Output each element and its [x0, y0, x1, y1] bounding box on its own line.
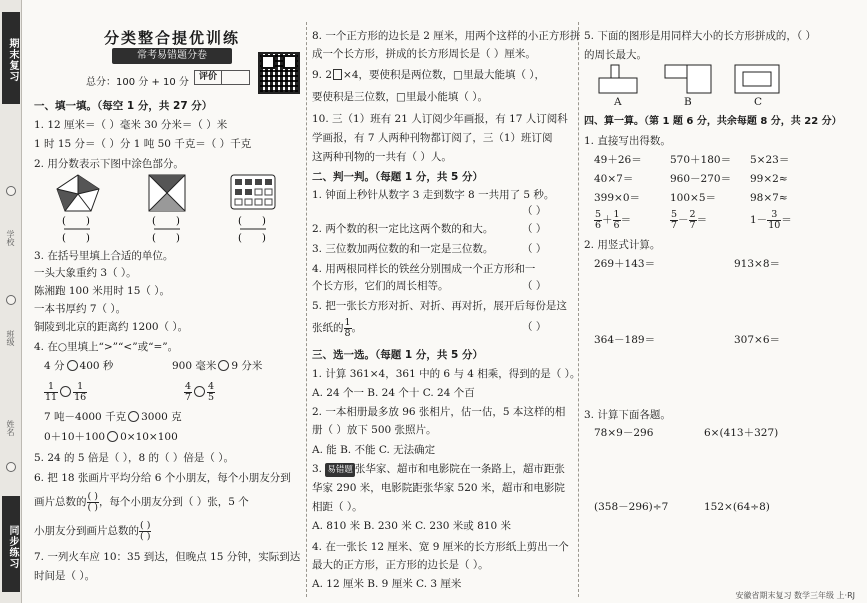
judge-2-answer[interactable]: （ ） — [522, 223, 547, 235]
numerator: 5 — [595, 208, 602, 220]
choice-4-options[interactable]: A. 12 厘米 B. 9 厘米 C. 3 厘米 — [312, 578, 462, 590]
section-4-heading: 四、算一算。（第 1 题 6 分，共余每题 8 分，共 22 分） — [584, 116, 842, 127]
judge-1-answer[interactable]: （ ） — [522, 205, 547, 217]
grid-figure — [230, 174, 276, 210]
fraction — [344, 318, 352, 339]
mixed-calc: 152×(64÷8) — [704, 501, 770, 513]
answer-fraction-blank[interactable] — [152, 214, 182, 244]
fraction — [207, 382, 215, 403]
q4a-right: 400 秒 — [79, 360, 114, 372]
answer-fraction-blank[interactable] — [238, 214, 268, 244]
oral-calc: 5×23＝ — [750, 154, 790, 166]
fraction — [767, 210, 781, 231]
section-2-heading: 二、判一判。（每题 1 分，共 5 分） — [312, 171, 483, 183]
judge-5-a: 5. 把一张长方形对折、对折、再对折，展开后每份是这 — [312, 300, 567, 312]
denominator: 8 — [344, 327, 351, 339]
q4-compare-e — [44, 410, 182, 424]
choice-3-b: 华家 290 米，电影院距张华家 520 米，超市和电影院 — [312, 482, 565, 494]
calc-1-prompt: 1. 直接写出得数。 — [584, 135, 671, 147]
compare-circle[interactable] — [67, 360, 78, 371]
choice-2-b: 册（ ）放下 500 张照片。 — [312, 424, 437, 436]
numerator: 4 — [208, 380, 215, 392]
vertical-calc: 913×8＝ — [734, 258, 781, 270]
q6-text: ，每个小朋友分到（ ）张，5 个 — [98, 496, 249, 508]
fraction-calc-3-text: 1－ — [750, 214, 768, 226]
evaluation-box — [194, 70, 250, 85]
q10-line-b: 学画报，有 7 人两种刊物都订阅了，三（1）班订阅 — [312, 132, 553, 144]
q6-text: 画片总数的 — [34, 496, 87, 508]
punch-hole — [6, 186, 16, 196]
q3-prompt: 3. 在括号里填上合适的单位。 — [34, 250, 174, 262]
svg-text:(: ( — [62, 216, 66, 227]
q5-prompt: 5. 24 的 5 倍是（ ），8 的（ ）倍是（ ）。 — [34, 452, 234, 464]
svg-text:(: ( — [152, 216, 156, 227]
mixed-calc: 78×9－296 — [594, 427, 654, 439]
fraction — [689, 210, 697, 231]
judge-4-answer[interactable]: （ ） — [522, 280, 547, 292]
oral-calc: 40×7＝ — [594, 173, 634, 185]
vertical-calc: 364－189＝ — [594, 334, 656, 346]
judge-1: 1. 钟面上秒针从数字 3 走到数字 8 一共用了 5 秒。 — [312, 189, 555, 201]
q4b-left: 900 毫米 — [172, 360, 217, 372]
oral-calc: 960－270＝ — [670, 173, 732, 185]
q8-line-a: 8. 一个正方形的边长是 2 厘米，用两个这样的小正方形拼 — [312, 30, 581, 42]
fraction — [44, 382, 58, 403]
denominator: 7 — [185, 391, 192, 403]
q2-prompt: 2. 用分数表示下图中涂色部分。 — [34, 158, 184, 170]
numerator: 1 — [344, 316, 351, 328]
q4-compare-a — [44, 359, 113, 373]
fraction — [73, 382, 87, 403]
numerator: 3 — [767, 210, 781, 221]
q4-prompt: 4. 在○里填上“>”“<”或“=”。 — [34, 341, 179, 353]
svg-text:(: ( — [152, 233, 156, 244]
q3-item-c: 一本书厚约 7（ ）。 — [34, 303, 127, 315]
compare-circle[interactable] — [60, 386, 71, 397]
column-divider — [578, 22, 579, 597]
oral-calc: 100×5＝ — [670, 192, 717, 204]
numerator: 1 — [73, 382, 87, 393]
q4-compare-f — [44, 430, 178, 444]
choice-1-options[interactable]: A. 24 个一 B. 24 个十 C. 24 个百 — [312, 387, 475, 399]
q10-line-c: 这两种刊物的一共有（ ）人。 — [312, 151, 452, 163]
numerator: 1 — [44, 382, 58, 393]
column-3 — [584, 0, 860, 603]
q4f-left: 0＋10＋100 — [44, 431, 106, 443]
choice-1: 1. 计算 361×4，361 中的 6 与 4 相乘，得到的是（ ）。 — [312, 368, 581, 380]
svg-text:(: ( — [62, 233, 66, 244]
evaluation-field[interactable] — [221, 71, 249, 84]
oral-calc: 399×0＝ — [594, 192, 641, 204]
q1-part-b: 1 时 15 分＝（ ）分 1 吨 50 千克＝（ ）千克 — [34, 138, 252, 150]
svg-text:): ) — [176, 216, 180, 227]
judge-3-answer[interactable]: （ ） — [522, 243, 547, 255]
q9-line-b: 要使积是三位数，□里最小能填（ ）。 — [312, 91, 489, 103]
column-divider — [306, 22, 307, 597]
judge-3: 3. 三位数加两位数的和一定是三位数。 — [312, 243, 494, 255]
shape-option-a — [598, 64, 638, 94]
q3-item-b: 陈湘跑 100 米用时 15（ ）。 — [34, 285, 171, 297]
q4-compare-b — [172, 359, 262, 373]
evaluation-label: 评价 — [199, 72, 218, 82]
page-footer: 安徽省期末复习 数学三年级 上·RJ — [735, 591, 855, 600]
judge-5-answer[interactable]: （ ） — [522, 321, 547, 333]
choice-3-text: 张华家、超市和电影院在一条路上，超市距张 — [354, 463, 565, 475]
denominator: 10 — [768, 219, 781, 231]
q6-text: 小朋友分到画片总数的 — [34, 525, 139, 537]
choice-4-b: 最大的正方形，正方形的边长是（ ）。 — [312, 559, 489, 571]
option-b-label[interactable]: B — [684, 96, 692, 108]
q7-line-b: 时间是（ ）。 — [34, 570, 96, 582]
score-total: 总分：100 分 + 10 分 — [86, 77, 189, 88]
choice-3-a: 3. 易错题 张华家、超市和电影院在一条路上，超市距张 — [312, 463, 565, 475]
q4b-right: 9 分米 — [231, 360, 263, 372]
svg-text:(: ( — [238, 216, 242, 227]
q1-part-a: 1. 12 厘米＝（ ）毫米 30 分米＝（ ）米 — [34, 119, 228, 131]
q9-text: ×4，要使积是两位数，□里最大能填（ ）， — [343, 69, 546, 81]
fraction — [670, 210, 678, 231]
q10-line-a: 10. 三（1）班有 21 人订阅少年画报，有 17 人订阅科 — [312, 113, 568, 125]
fraction — [594, 210, 602, 231]
q7-line-a: 7. 一列火车应 10：35 到达，但晚点 15 分钟，实际到达 — [34, 551, 301, 563]
denominator: 16 — [74, 391, 87, 403]
numerator: 1 — [613, 208, 620, 220]
judge-2: 2. 两个数的积一定比这两个数的和大。 — [312, 223, 494, 235]
oral-calc: 570＋180＝ — [670, 154, 732, 166]
compare-circle[interactable] — [107, 431, 118, 442]
choice-2-a: 2. 一本相册最多放 96 张相片，估一估，5 本这样的相 — [312, 406, 566, 418]
punch-hole — [6, 295, 16, 305]
q4e-left: 7 吨－4000 千克 — [44, 411, 127, 423]
shape-option-c — [734, 64, 780, 94]
q6-line-c — [34, 520, 151, 542]
choice-3-options[interactable]: A. 810 米 B. 230 米 C. 230 米或 810 米 — [312, 520, 512, 532]
compare-circle[interactable] — [128, 411, 139, 422]
option-a-label[interactable]: A — [614, 96, 622, 108]
oral-calc: 49＋26＝ — [594, 154, 642, 166]
fraction-calc-1: $\frac{5}{6}$ ＋ $\frac{1}{6}$ ＝ — [595, 208, 632, 231]
fraction-calc-2: $\frac{5}{7}$ － $\frac{2}{7}$ ＝ — [671, 208, 708, 231]
vertical-calc: 269＋143＝ — [594, 258, 656, 270]
svg-text:): ) — [262, 216, 266, 227]
answer-fraction-blank[interactable]: $\frac{( )}{( )}$ — [87, 490, 98, 513]
q6-line-a: 6. 把 18 张画片平均分给 6 个小朋友，每个小朋友分到 — [34, 472, 291, 484]
page-subtitle: 常考易错题分卷 — [112, 48, 232, 64]
answer-fraction-blank[interactable]: $\frac{( )}{( )}$ — [140, 519, 151, 542]
judge-5-b: 张纸的 $\frac{1}{8}$ 。 — [312, 316, 363, 339]
page-title: 分类整合提优训练 — [104, 29, 241, 47]
fraction-calc-3: 1－ $\frac{3}{10}$ ＝ — [750, 208, 792, 231]
strip-mark-class: 班级 — [6, 330, 15, 346]
mixed-calc: 6×(413＋327) — [704, 427, 779, 439]
numerator: 5 — [671, 208, 678, 220]
q3-item-a: 一头大象重约 3（ ）。 — [34, 267, 137, 279]
oral-calc: 98×7≈ — [750, 192, 788, 204]
judge-4-a: 4. 用两根同样长的铁丝分别围成一个正方形和一 — [312, 263, 536, 275]
q4f-right: 0×10×100 — [120, 431, 178, 443]
compare-circle[interactable] — [194, 386, 205, 397]
choice-5-a: 5. 下面的图形是用同样大小的长方形拼成的，（ ） — [584, 30, 816, 42]
q4a-left: 4 分 — [44, 360, 65, 372]
qr-code-icon — [258, 52, 300, 94]
fraction — [613, 210, 621, 231]
svg-text:(: ( — [238, 233, 242, 244]
strip-mark-school: 学校 — [6, 230, 15, 246]
numerator: 2 — [689, 208, 696, 220]
fraction — [184, 382, 192, 403]
q8-line-b: 成一个长方形，拼成的长方形周长是（ ）厘米。 — [312, 48, 536, 60]
denominator: 7 — [671, 219, 678, 231]
column-2 — [312, 0, 581, 603]
vertical-calc: 307×6＝ — [734, 334, 781, 346]
denominator: 6 — [613, 219, 620, 231]
denominator: 11 — [45, 391, 58, 403]
oral-calc: 99×2≈ — [750, 173, 788, 185]
binding-strip — [0, 0, 22, 603]
answer-fraction-blank[interactable] — [62, 214, 92, 244]
digit-box[interactable] — [333, 69, 342, 80]
denominator: 7 — [689, 219, 696, 231]
q4e-right: 3000 克 — [141, 411, 182, 423]
mixed-calc: (358－296)÷7 — [594, 501, 669, 513]
q4-compare-d — [184, 380, 215, 404]
svg-text:): ) — [86, 233, 90, 244]
numerator: 4 — [185, 380, 192, 392]
section-3-heading: 三、选一选。（每题 1 分，共 5 分） — [312, 349, 483, 361]
compare-circle[interactable] — [218, 360, 229, 371]
q4-compare-c — [44, 380, 87, 404]
strip-mark-name: 姓名 — [6, 420, 15, 436]
shape-option-b — [664, 64, 712, 94]
section-1-heading: 一、填一填。（每空 1 分，共 27 分） — [34, 100, 213, 112]
square-figure — [148, 174, 186, 212]
choice-4-a: 4. 在一张长 12 厘米、宽 9 厘米的长方形纸上剪出一个 — [312, 541, 569, 553]
q9-line-a — [312, 68, 545, 82]
option-c-label[interactable]: C — [754, 96, 763, 108]
calc-2-prompt: 2. 用竖式计算。 — [584, 239, 661, 251]
q9-text: 9. 2 — [312, 69, 333, 81]
column-1 — [34, 0, 302, 603]
q3-item-d: 铜陵到北京的距离约 1200（ ）。 — [34, 321, 189, 333]
judge-4-b: 个长方形，它们的周长相等。 — [312, 280, 449, 292]
tricky-tag: 易错题 — [327, 465, 353, 475]
calc-3-prompt: 3. 计算下面各题。 — [584, 409, 671, 421]
strip-top-band: 期末复习 — [2, 12, 20, 104]
denominator: 5 — [208, 391, 215, 403]
pentagon-figure — [56, 174, 100, 212]
denominator: 6 — [595, 219, 602, 231]
choice-3-c: 相距（ ）。 — [312, 501, 363, 513]
svg-text:): ) — [262, 233, 266, 244]
judge-5-text: 张纸的 — [312, 322, 344, 334]
punch-hole — [6, 462, 16, 472]
svg-text:): ) — [176, 233, 180, 244]
svg-text:): ) — [86, 216, 90, 227]
choice-2-options[interactable]: A. 能 B. 不能 C. 无法确定 — [312, 444, 436, 456]
strip-bottom-band: 同步练习 — [2, 496, 20, 592]
choice-5-b: 的周长最大。 — [584, 49, 647, 61]
q6-line-b — [34, 491, 249, 513]
